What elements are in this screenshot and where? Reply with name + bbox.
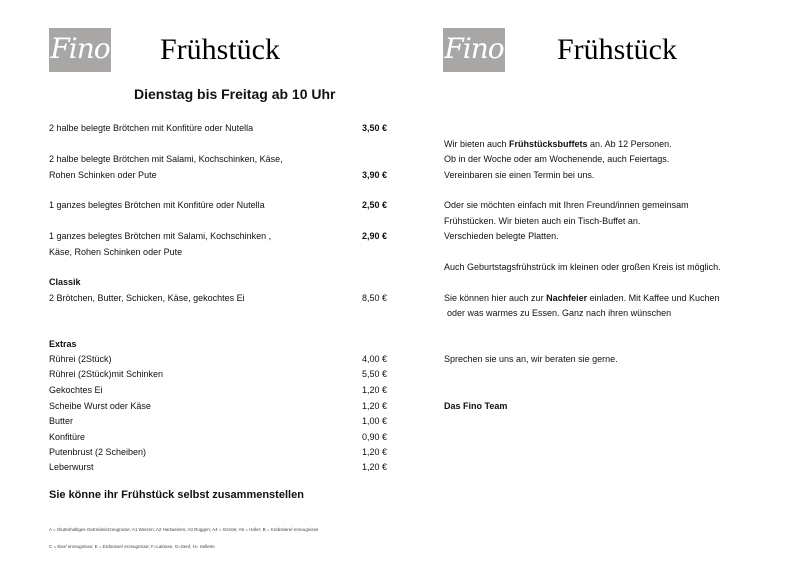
info-text: Frühstücken. Wir bieten auch ein Tisch-Buffet an.	[444, 216, 641, 226]
info-text-part: an. Ab 12 Personen.	[587, 139, 672, 149]
fino-logo-left: Fino	[49, 28, 111, 72]
section-heading-extras: Extras	[49, 339, 77, 349]
info-text: Vereinbaren sie einen Termin bei uns.	[444, 170, 595, 180]
menu-item: 2 halbe belegte Brötchen mit Konfitüre oder Nutella	[49, 123, 254, 133]
menu-item: Rohen Schinken oder Pute	[49, 170, 157, 180]
info-text	[444, 139, 672, 149]
extras-item: Putenbrust (2 Scheiben)	[49, 447, 147, 457]
info-text: Sprechen sie uns an, wir beraten sie gerne.	[444, 354, 618, 364]
info-text-part: einladen. Mit Kaffee und Kuchen	[587, 293, 720, 303]
info-text-bold: Nachfeier	[546, 293, 588, 303]
extras-item-price: 1,00 €	[362, 416, 388, 426]
extras-item: Gekochtes Ei	[49, 385, 103, 395]
info-text-part: Wir bieten auch	[444, 139, 510, 149]
menu-item: 1 ganzes belegtes Brötchen mit Salami, Kochschinken ,	[49, 231, 272, 241]
fino-logo-right: Fino	[443, 28, 505, 72]
footer-heading: Sie könne ihr Frühstück selbst zusammenstellen	[49, 489, 304, 501]
menu-item-price: 3,50 €	[362, 123, 388, 133]
extras-item: Scheibe Wurst oder Käse	[49, 401, 151, 411]
extras-item-price: 0,90 €	[362, 432, 388, 442]
signature: Das Fino Team	[444, 401, 508, 411]
menu-item-price: 2,50 €	[362, 200, 388, 210]
info-text-bold: Frühstücksbuffets	[509, 139, 588, 149]
allergen-note: C = Eier/ erzeugnisse; E = Erdnüsse/ erzeugnisse; F=Laktose, G=Senf, H= Sellerie	[49, 544, 215, 549]
extras-item-price: 5,50 €	[362, 369, 388, 379]
menu-item: 2 Brötchen, Butter, Schicken, Käse, gekochtes Ei	[49, 293, 245, 303]
info-text: Verschieden belegte Platten.	[444, 231, 559, 241]
allergen-note: A = Glutenhaltiges Getreide/erzeugnisse; A1 Weizen; A2 Hartweizen; A3 Roggen; A4 = Gerste; A5 = Hafer; B = Krebstiere/-erzeugnisse	[49, 527, 319, 532]
opening-hours: Dienstag bis Freitag ab 10 Uhr	[134, 86, 336, 102]
menu-item: Käse, Rohen Schinken oder Pute	[49, 247, 183, 257]
info-text	[444, 293, 720, 303]
extras-item-price: 4,00 €	[362, 354, 388, 364]
extras-item: Rührei (2Stück)	[49, 354, 112, 364]
info-text: Oder sie möchten einfach mit Ihren Freund/innen gemeinsam	[444, 200, 689, 210]
menu-item: 2 halbe belegte Brötchen mit Salami, Kochschinken, Käse,	[49, 154, 283, 164]
page-title-left: Frühstück	[160, 33, 280, 66]
page-title-right: Frühstück	[557, 33, 677, 66]
extras-item-price: 1,20 €	[362, 401, 388, 411]
extras-item-price: 1,20 €	[362, 385, 388, 395]
info-text: oder was warmes zu Essen. Ganz nach ihren wünschen	[447, 308, 672, 318]
extras-item: Butter	[49, 416, 74, 426]
extras-item-price: 1,20 €	[362, 462, 388, 472]
menu-item-price: 2,90 €	[362, 231, 388, 241]
info-text: Auch Geburtstagsfrühstrück im kleinen oder großen Kreis ist möglich.	[444, 262, 721, 272]
menu-item: 1 ganzes belegtes Brötchen mit Konfitüre oder Nutella	[49, 200, 265, 210]
extras-item: Leberwurst	[49, 462, 94, 472]
menu-item-price: 3,90 €	[362, 170, 388, 180]
section-heading-classik: Classik	[49, 277, 81, 287]
menu-item-price: 8,50 €	[362, 293, 388, 303]
info-text: Ob in der Woche oder am Wochenende, auch Feiertags.	[444, 154, 670, 164]
extras-item: Konfitüre	[49, 432, 86, 442]
extras-item-price: 1,20 €	[362, 447, 388, 457]
info-text-part: Sie können hier auch zur	[444, 293, 547, 303]
extras-item: Rührei (2Stück)mit Schinken	[49, 369, 164, 379]
